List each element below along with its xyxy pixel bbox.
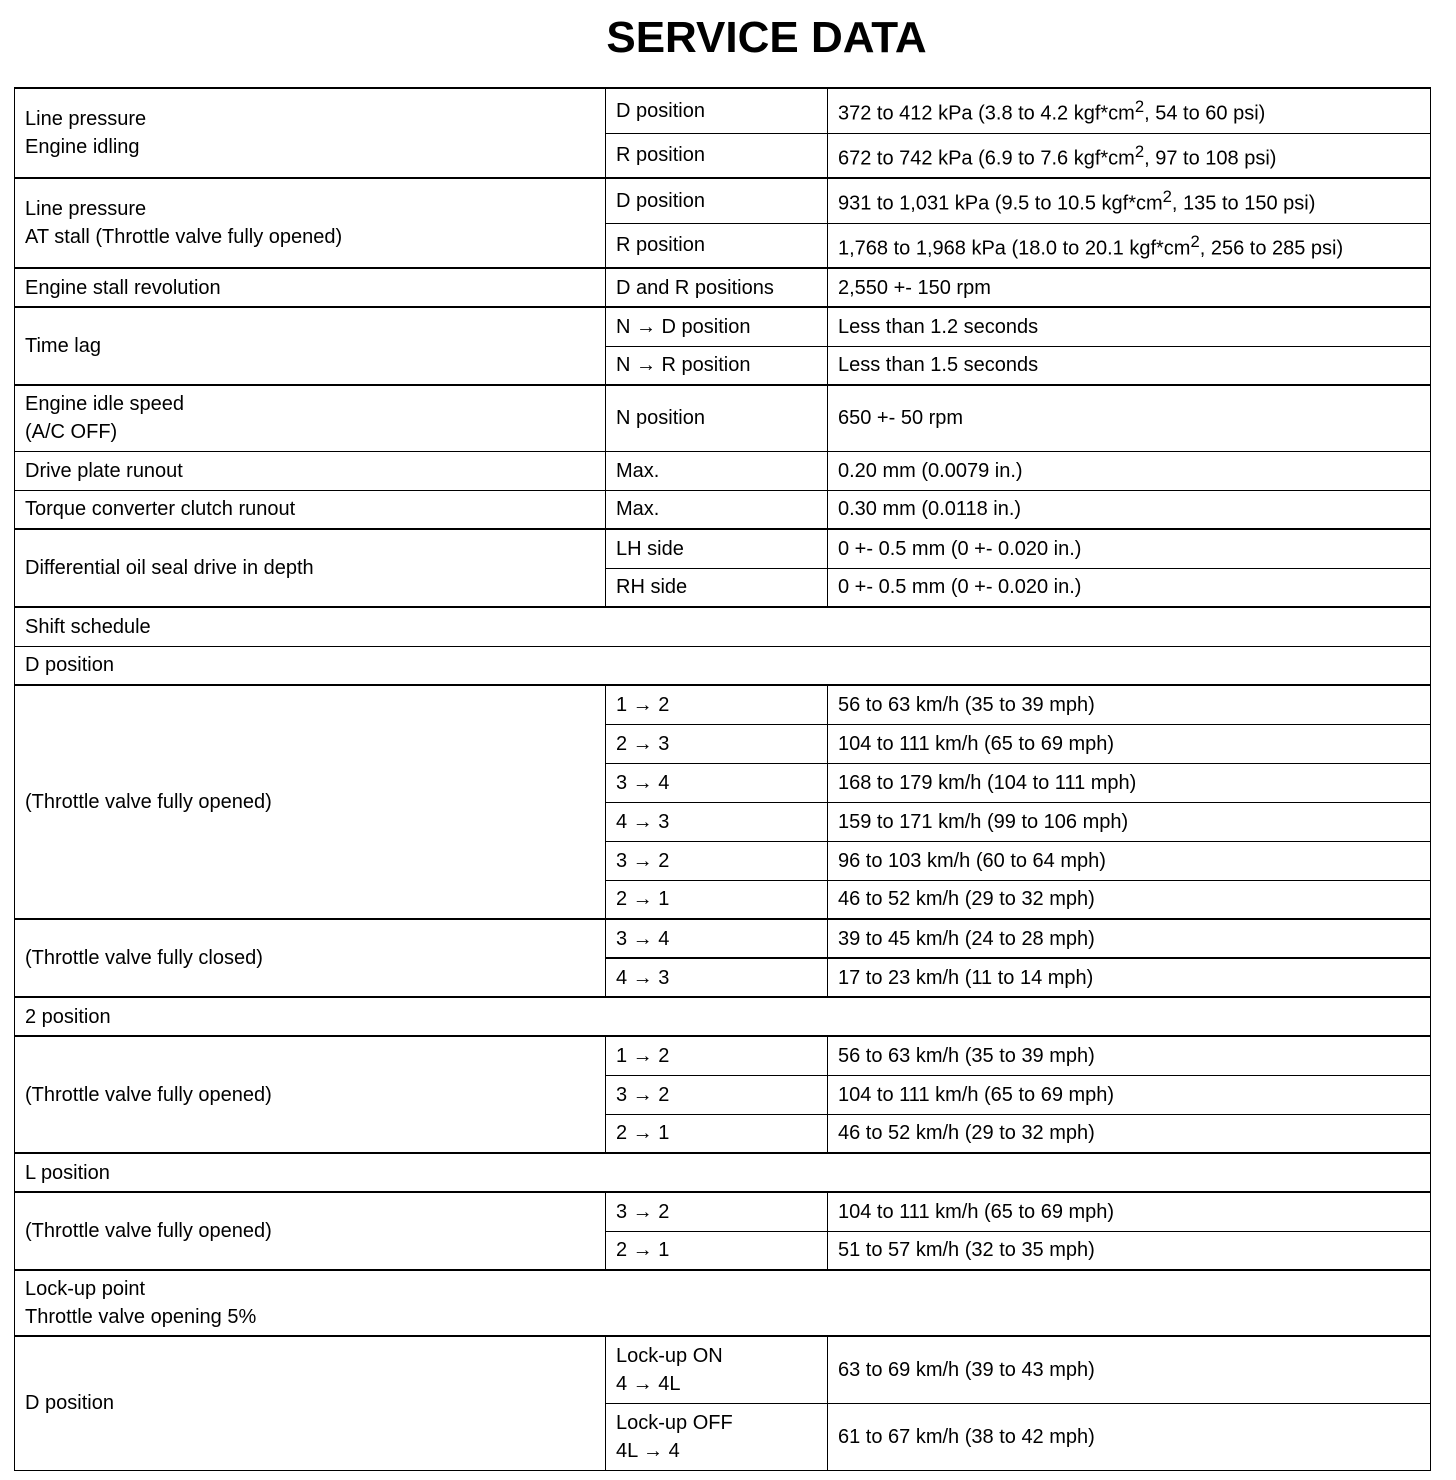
lockup-speed: 63 to 69 km/h (39 to 43 mph) (828, 1336, 1431, 1403)
shift-speed: 159 to 171 km/h (99 to 106 mph) (828, 802, 1431, 841)
spec-label: Torque converter clutch runout (15, 490, 606, 529)
spec-value: Less than 1.2 seconds (828, 307, 1431, 346)
table-row (15, 919, 1431, 958)
table-row (15, 685, 1431, 724)
spec-value: Less than 1.5 seconds (828, 346, 1431, 385)
shift-speed: 104 to 111 km/h (65 to 69 mph) (828, 1192, 1431, 1231)
shift-speed: 46 to 52 km/h (29 to 32 mph) (828, 880, 1431, 919)
spec-condition: R position (606, 223, 828, 268)
page-title: SERVICE DATA (606, 13, 927, 62)
spec-value: 0.30 mm (0.0118 in.) (828, 490, 1431, 529)
shift-speed: 17 to 23 km/h (11 to 14 mph) (828, 958, 1431, 997)
table-row (15, 451, 1431, 490)
spec-label: Time lag (15, 307, 606, 385)
shift-pattern: 3 → 2 (606, 1075, 828, 1114)
shift-pattern: 3 → 2 (606, 1192, 828, 1231)
shift-speed: 56 to 63 km/h (35 to 39 mph) (828, 685, 1431, 724)
table-row (15, 1192, 1431, 1231)
shift-pattern: 3 → 2 (606, 841, 828, 880)
shift-pattern: 3 → 4 (606, 919, 828, 958)
table-row (15, 646, 1431, 685)
spec-condition: N → D position (606, 307, 828, 346)
spec-label: Drive plate runout (15, 451, 606, 490)
spec-condition: N position (606, 385, 828, 451)
table-row (15, 1270, 1431, 1336)
table-row (15, 268, 1431, 307)
spec-label: Line pressure AT stall (Throttle valve fully opened) (15, 178, 606, 268)
table-row (15, 1153, 1431, 1192)
lockup-speed: 61 to 67 km/h (38 to 42 mph) (828, 1403, 1431, 1470)
table-row (15, 307, 1431, 346)
spec-value: 2,550 +- 150 rpm (828, 268, 1431, 307)
table-row (15, 178, 1431, 223)
spec-label: Line pressure Engine idling (15, 88, 606, 178)
spec-value: 0 +- 0.5 mm (0 +- 0.020 in.) (828, 529, 1431, 568)
spec-value: 0.20 mm (0.0079 in.) (828, 451, 1431, 490)
spec-value: 0 +- 0.5 mm (0 +- 0.020 in.) (828, 568, 1431, 607)
spec-label: Differential oil seal drive in depth (15, 529, 606, 607)
shift-pattern: 3 → 4 (606, 763, 828, 802)
table-row (15, 490, 1431, 529)
shift-pattern: 4 → 3 (606, 802, 828, 841)
spec-condition: D position (606, 88, 828, 133)
shift-pattern: 2 → 1 (606, 1231, 828, 1270)
table-row (15, 529, 1431, 568)
spec-label: Engine stall revolution (15, 268, 606, 307)
spec-condition: N → R position (606, 346, 828, 385)
service-data-table (14, 87, 1431, 1471)
spec-condition: R position (606, 133, 828, 178)
shift-pattern: 2 → 3 (606, 724, 828, 763)
spec-value: 672 to 742 kPa (6.9 to 7.6 $kgf*cm^2$, 97 to 108 psi) (828, 133, 1431, 178)
table-row (15, 1336, 1431, 1403)
spec-condition: D position (606, 178, 828, 223)
shift-speed: 39 to 45 km/h (24 to 28 mph) (828, 919, 1431, 958)
spec-condition: Max. (606, 490, 828, 529)
spec-value: 1,768 to 1,968 kPa (18.0 to 20.1 $kgf*cm^2$, 256 to 285 psi) (828, 223, 1431, 268)
table-row (15, 607, 1431, 646)
spec-label: Engine idle speed (A/C OFF) (15, 385, 606, 451)
shift-speed: 46 to 52 km/h (29 to 32 mph) (828, 1114, 1431, 1153)
spec-value: 931 to 1,031 kPa (9.5 to 10.5 $kgf*cm^2$, 135 to 150 psi) (828, 178, 1431, 223)
spec-condition: RH side (606, 568, 828, 607)
table-row (15, 1036, 1431, 1075)
shift-speed: 104 to 111 km/h (65 to 69 mph) (828, 724, 1431, 763)
spec-label: (Throttle valve fully closed) (15, 919, 606, 997)
section-header: D position (15, 646, 1431, 685)
shift-speed: 51 to 57 km/h (32 to 35 mph) (828, 1231, 1431, 1270)
shift-pattern: 2 → 1 (606, 1114, 828, 1153)
shift-pattern: 1 → 2 (606, 685, 828, 724)
shift-speed: 168 to 179 km/h (104 to 111 mph) (828, 763, 1431, 802)
section-header: L position (15, 1153, 1431, 1192)
shift-pattern: 2 → 1 (606, 880, 828, 919)
table-row (15, 385, 1431, 451)
spec-label: D position (15, 1336, 606, 1470)
lockup-condition: Lock-up ON 4 → 4L (606, 1336, 828, 1403)
spec-label: (Throttle valve fully opened) (15, 685, 606, 919)
shift-pattern: 1 → 2 (606, 1036, 828, 1075)
shift-speed: 96 to 103 km/h (60 to 64 mph) (828, 841, 1431, 880)
section-header: Lock-up point Throttle valve opening 5% (15, 1270, 1431, 1336)
spec-label: (Throttle valve fully opened) (15, 1192, 606, 1270)
section-header: 2 position (15, 997, 1431, 1036)
spec-label: (Throttle valve fully opened) (15, 1036, 606, 1153)
spec-value: 650 +- 50 rpm (828, 385, 1431, 451)
spec-condition: Max. (606, 451, 828, 490)
shift-speed: 104 to 111 km/h (65 to 69 mph) (828, 1075, 1431, 1114)
shift-speed: 56 to 63 km/h (35 to 39 mph) (828, 1036, 1431, 1075)
lockup-condition: Lock-up OFF 4L → 4 (606, 1403, 828, 1470)
spec-condition: D and R positions (606, 268, 828, 307)
section-header: Shift schedule (15, 607, 1431, 646)
shift-pattern: 4 → 3 (606, 958, 828, 997)
table-row (15, 88, 1431, 133)
table-row (15, 997, 1431, 1036)
spec-value: 372 to 412 kPa (3.8 to 4.2 $kgf*cm^2$, 54 to 60 psi) (828, 88, 1431, 133)
spec-condition: LH side (606, 529, 828, 568)
